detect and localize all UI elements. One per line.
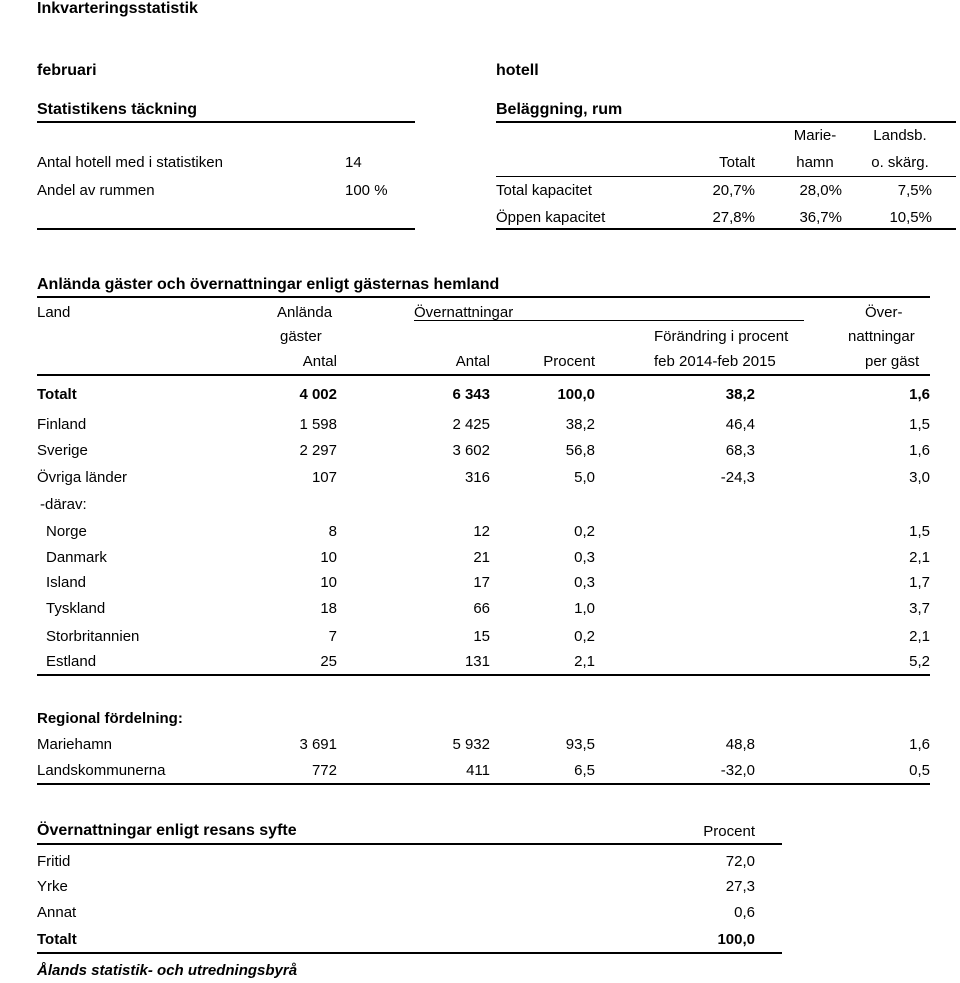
occ-landsb: 10,5% xyxy=(889,209,932,226)
row-anlanda: 7 xyxy=(328,628,337,645)
row-procent: 38,2 xyxy=(565,416,595,433)
row-land: Övriga länder xyxy=(37,469,128,486)
divider xyxy=(37,228,415,230)
row-per-gast: 1,5 xyxy=(909,416,930,433)
purpose-value: 0,6 xyxy=(734,904,755,921)
row-land: Totalt xyxy=(37,386,77,403)
regional-procent: 93,5 xyxy=(565,736,595,753)
purpose-value: 27,3 xyxy=(725,878,755,895)
row-forandring: 38,2 xyxy=(725,386,755,403)
row-procent: 56,8 xyxy=(565,442,595,459)
row-per-gast: 2,1 xyxy=(909,628,930,645)
row-antal: 131 xyxy=(464,653,490,670)
row-antal: 12 xyxy=(473,523,490,540)
occ-col-total: Totalt xyxy=(719,154,755,171)
row-per-gast: 5,2 xyxy=(909,653,930,670)
hdr-anlanda-2: gäster xyxy=(280,328,322,345)
coverage-label: Andel av rummen xyxy=(37,182,155,199)
row-forandring: 46,4 xyxy=(725,416,755,433)
hdr-forandring: Förändring i procent xyxy=(654,328,789,345)
coverage-label: Antal hotell med i statistiken xyxy=(37,154,223,171)
row-anlanda: 4 002 xyxy=(299,386,337,403)
row-antal: 2 425 xyxy=(452,416,490,433)
hdr-over-1: Över- xyxy=(865,304,903,321)
hdr-over-3: per gäst xyxy=(865,353,920,370)
row-land: Finland xyxy=(37,416,87,433)
row-per-gast: 3,0 xyxy=(909,469,930,486)
row-procent: 100,0 xyxy=(557,386,595,403)
divider xyxy=(37,952,782,954)
hdr-antal-1: Antal xyxy=(302,353,337,370)
row-procent: 2,1 xyxy=(574,653,595,670)
divider xyxy=(414,320,804,321)
row-anlanda: 2 297 xyxy=(299,442,337,459)
occ-col-landsb-1: Landsb. xyxy=(873,127,927,144)
regional-forandring: -32,0 xyxy=(720,762,755,779)
divider xyxy=(37,296,930,298)
occ-col-mariehamn-1: Marie- xyxy=(793,127,837,144)
row-antal: 21 xyxy=(473,549,490,566)
period-label: februari xyxy=(37,62,97,79)
occ-landsb: 7,5% xyxy=(897,182,932,199)
divider xyxy=(496,228,956,230)
row-anlanda: 25 xyxy=(320,653,337,670)
divider xyxy=(496,121,956,123)
regional-antal: 411 xyxy=(466,762,490,779)
purpose-col-header: Procent xyxy=(703,823,755,840)
occ-total: 27,8% xyxy=(712,209,755,226)
row-land: Storbritannien xyxy=(46,628,140,645)
purpose-label: Totalt xyxy=(37,931,77,948)
row-antal: 17 xyxy=(473,574,490,591)
purpose-value: 72,0 xyxy=(725,853,755,870)
row-forandring: 68,3 xyxy=(725,442,755,459)
row-anlanda: 10 xyxy=(320,549,337,566)
regional-forandring: 48,8 xyxy=(725,736,755,753)
row-land: Norge xyxy=(46,523,87,540)
row-antal: 6 343 xyxy=(452,386,490,403)
occ-mariehamn: 28,0% xyxy=(799,182,842,199)
row-anlanda: 18 xyxy=(320,600,337,617)
row-per-gast: 2,1 xyxy=(909,549,930,566)
occupancy-heading: Beläggning, rum xyxy=(496,101,623,118)
row-per-gast: 1,7 xyxy=(909,574,930,591)
occ-row-label: Öppen kapacitet xyxy=(496,209,606,226)
row-land: Estland xyxy=(46,653,97,670)
coverage-value: 14 xyxy=(345,154,362,171)
row-per-gast: 1,5 xyxy=(909,523,930,540)
row-procent: 0,3 xyxy=(574,549,595,566)
row-antal: 316 xyxy=(464,469,490,486)
occ-total: 20,7% xyxy=(712,182,755,199)
row-land: Tyskland xyxy=(46,600,106,617)
occ-mariehamn: 36,7% xyxy=(799,209,842,226)
row-procent: 1,0 xyxy=(574,600,595,617)
divider xyxy=(37,374,930,376)
purpose-heading: Övernattningar enligt resans syfte xyxy=(37,822,297,839)
row-procent: 0,3 xyxy=(574,574,595,591)
row-land: Sverige xyxy=(37,442,88,459)
coverage-value: 100 % xyxy=(345,182,388,199)
guests-heading: Anlända gäster och övernattningar enligt gästernas hemland xyxy=(37,276,500,293)
hdr-antal-2: Antal xyxy=(455,353,490,370)
divider xyxy=(37,783,930,785)
purpose-value: 100,0 xyxy=(717,931,755,948)
row-per-gast: 1,6 xyxy=(909,442,930,459)
row-anlanda: 10 xyxy=(320,574,337,591)
occ-col-mariehamn-2: hamn xyxy=(796,154,834,171)
row-antal: 15 xyxy=(473,628,490,645)
hdr-anlanda-1: Anlända xyxy=(277,304,333,321)
hdr-land: Land xyxy=(37,304,71,321)
purpose-label: Annat xyxy=(37,904,77,921)
row-anlanda: 8 xyxy=(328,523,337,540)
divider xyxy=(37,674,930,676)
row-procent: 5,0 xyxy=(574,469,595,486)
regional-per-gast: 1,6 xyxy=(909,736,930,753)
hdr-over-2: nattningar xyxy=(848,328,915,345)
regional-land: Landskommunerna xyxy=(37,762,166,779)
row-land: Danmark xyxy=(46,549,107,566)
row-anlanda: 107 xyxy=(311,469,337,486)
row-anlanda: 1 598 xyxy=(299,416,337,433)
occ-col-landsb-2: o. skärg. xyxy=(871,154,929,171)
purpose-label: Yrke xyxy=(37,878,68,895)
footer-source: Ålands statistik- och utredningsbyrå xyxy=(37,962,298,979)
divider xyxy=(37,843,782,845)
divider xyxy=(496,176,956,177)
regional-anlanda: 3 691 xyxy=(299,736,337,753)
regional-land: Mariehamn xyxy=(37,736,113,753)
row-land: -därav: xyxy=(40,496,87,513)
regional-anlanda: 772 xyxy=(311,762,337,779)
row-forandring: -24,3 xyxy=(720,469,755,486)
hdr-overnattningar: Övernattningar xyxy=(414,304,514,321)
page-title: Inkvarteringsstatistik xyxy=(37,0,198,17)
row-per-gast: 1,6 xyxy=(909,386,930,403)
regional-procent: 6,5 xyxy=(574,762,595,779)
row-procent: 0,2 xyxy=(574,523,595,540)
regional-heading: Regional fördelning: xyxy=(37,710,183,727)
occ-row-label: Total kapacitet xyxy=(496,182,592,199)
row-per-gast: 3,7 xyxy=(909,600,930,617)
coverage-heading: Statistikens täckning xyxy=(37,101,198,118)
regional-per-gast: 0,5 xyxy=(909,762,930,779)
regional-antal: 5 932 xyxy=(452,736,490,753)
hdr-procent: Procent xyxy=(543,353,595,370)
row-procent: 0,2 xyxy=(574,628,595,645)
purpose-label: Fritid xyxy=(37,853,71,870)
hdr-period: feb 2014-feb 2015 xyxy=(654,353,776,370)
row-land: Island xyxy=(46,574,87,591)
category-label: hotell xyxy=(496,62,539,79)
divider xyxy=(37,121,415,123)
row-antal: 3 602 xyxy=(452,442,490,459)
row-antal: 66 xyxy=(473,600,490,617)
